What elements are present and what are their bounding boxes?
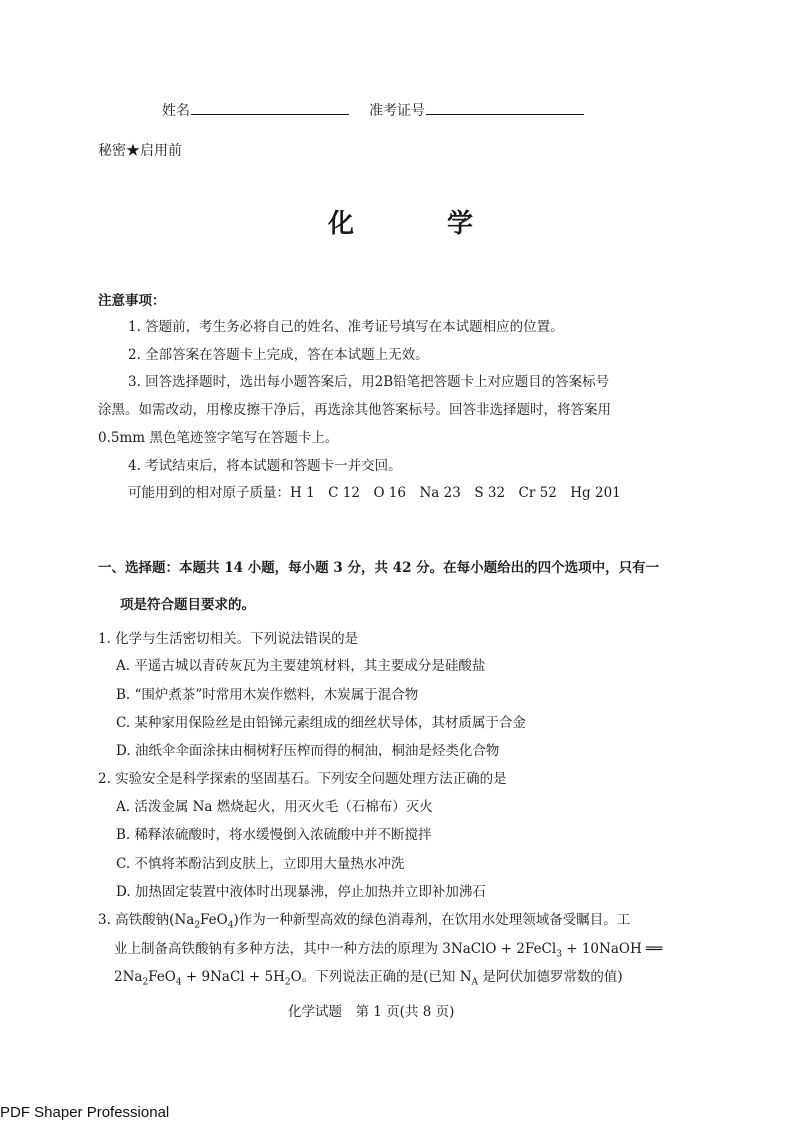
watermark-text: PDF Shaper Professional (0, 1104, 170, 1121)
q3-subscript: 2 (142, 977, 149, 988)
notice-item: 2. 全部答案在答题卡上完成，答在本试题上无效。 (128, 347, 429, 363)
q3-text: 业上制备高铁酸钠有多种方法，其中一种方法的原理为 3NaClO + 2FeCl (114, 941, 557, 957)
q3-text: FeO (200, 912, 228, 928)
question-1-option-a: A. 平遥古城以青砖灰瓦为主要建筑材料，其主要成分是硅酸盐 (116, 658, 486, 674)
question-3-stem-line1 (98, 911, 630, 935)
notice-item: 3. 回答选择题时，选出每小题答案后，用2B铅笔把答题卡上对应题目的答案标号 (128, 374, 610, 390)
notice-item: 涂黑。如需改动，用橡皮擦干净后，再选涂其他答案标号。回答非选择题时，将答案用 (98, 402, 611, 418)
q3-text: 3. 高铁酸钠(Na (98, 912, 195, 928)
secret-label: 秘密★启用前 (98, 143, 182, 159)
q3-text: FeO (148, 969, 176, 985)
q3-text: + 9NaCl + 5H (181, 969, 285, 985)
question-2-option-c: C. 不慎将苯酚沾到皮肤上，立即用大量热水冲洗 (116, 856, 405, 872)
exam-id-blank-line (426, 100, 584, 115)
name-label: 姓名 (162, 103, 190, 119)
q3-text: 是阿伏加德罗常数的值) (478, 969, 623, 985)
notice-item: 1. 答题前，考生务必将自己的姓名、准考证号填写在本试题相应的位置。 (128, 319, 564, 335)
page-title: 化 学 (328, 209, 516, 239)
question-1-option-d: D. 油纸伞伞面涂抹由桐树籽压榨而得的桐油，桐油是烃类化合物 (116, 743, 500, 759)
name-blank-line (191, 100, 349, 115)
question-1-stem: 1. 化学与生活密切相关。下列说法错误的是 (98, 631, 359, 647)
atomic-mass-line: 可能用到的相对原子质量：H 1 C 12 O 16 Na 23 S 32 Cr 52 Hg 201 (128, 485, 621, 501)
q3-text: )作为一种新型高效的绿色消毒剂，在饮用水处理领域备受瞩目。工 (233, 912, 631, 928)
q3-subscript: A (471, 977, 479, 988)
question-2-option-b: B. 稀释浓硫酸时，将水缓慢倒入浓硫酸中并不断搅拌 (116, 827, 432, 843)
question-2-option-d: D. 加热固定装置中液体时出现暴沸，停止加热并立即补加沸石 (116, 884, 486, 900)
page-footer: 化学试题 第 1 页(共 8 页) (288, 1004, 455, 1020)
exam-id-field (369, 100, 584, 120)
question-1-option-b: B. “围炉煮茶”时常用木炭作燃料，木炭属于混合物 (116, 687, 419, 703)
q3-subscript: 4 (175, 977, 182, 988)
notice-item: 4. 考试结束后，将本试题和答题卡一并交回。 (128, 458, 402, 474)
q3-text: O。下列说法正确的是(已知 N (290, 969, 472, 985)
question-3-stem-line2 (114, 940, 662, 964)
question-2-option-a: A. 活泼金属 Na 燃烧起火，用灭火毛（石棉布）灭火 (116, 799, 433, 815)
q3-text: + 10NaOH ══ (561, 941, 663, 957)
q3-text: 2Na (114, 969, 143, 985)
section-heading-cont: 项是符合题目要求的。 (120, 597, 255, 613)
name-field (162, 100, 349, 120)
q3-subscript: 4 (227, 920, 234, 931)
question-1-option-c: C. 某种家用保险丝是由铅锑元素组成的细丝状导体，其材质属于合金 (116, 715, 526, 731)
question-3-stem-line3 (114, 968, 623, 992)
notice-item: 0.5mm 黑色笔迹签字笔写在答题卡上。 (98, 430, 339, 446)
q3-subscript: 2 (284, 977, 291, 988)
q3-subscript: 3 (556, 949, 562, 960)
question-2-stem: 2. 实验安全是科学探索的坚固基石。下列安全问题处理方法正确的是 (98, 771, 507, 787)
notice-heading: 注意事项： (98, 293, 166, 309)
exam-id-label: 准考证号 (369, 103, 425, 119)
q3-subscript: 2 (194, 920, 201, 931)
section-heading: 一、选择题：本题共 14 小题，每小题 3 分，共 42 分。在每小题给出的四个选项中，只有一 (98, 560, 660, 576)
